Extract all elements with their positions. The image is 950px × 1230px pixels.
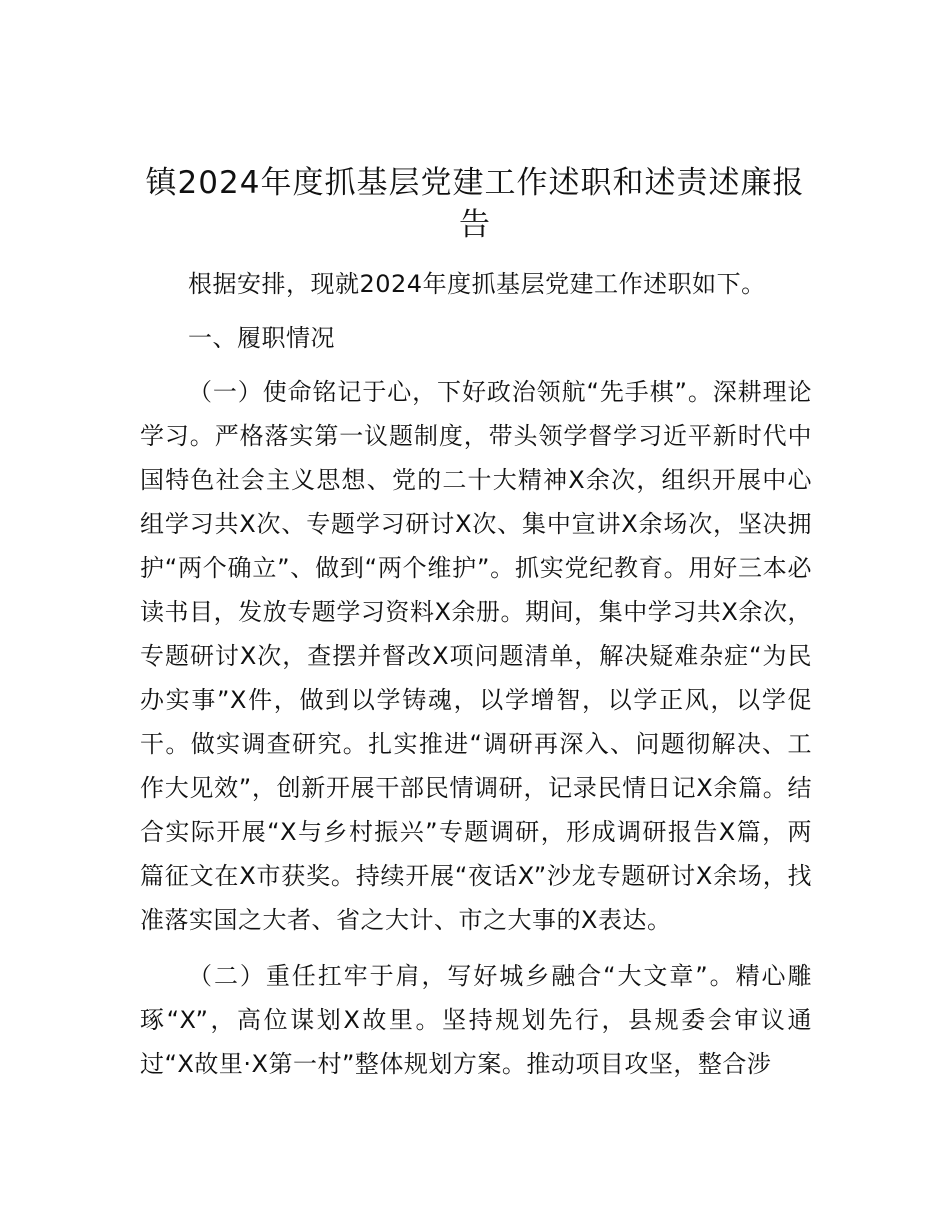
section-heading: 一、履职情况 bbox=[188, 324, 335, 352]
document-title: 镇2024年度抓基层党建工作述职和述责述廉报告 bbox=[145, 165, 805, 243]
intro-paragraph: 根据安排，现就2024年度抓基层党建工作述职如下。 bbox=[188, 270, 766, 298]
paragraph-1: （一）使命铭记于心，下好政治领航“先手棋”。深耕理论学习。严格落实第一议题制度，带头领学督学习近平新时代中国特色社会主义思想、党的二十大精神X余次，组织开展中心组学习共X次、专题学习研讨X次、集中宣讲X余场次，坚决拥护“两个确立”、做到“两个维护”。抓实党纪教育。用好三本必读书目，发放专题学习资料X余册。期间，集中学习共X余次，专题研讨X次，查摆并督改X项问题清单，解决疑难杂症“为民办实事”X件，做到以学铸魂，以学增智，以学正风，以学促干。做实调查研究。扎实推进“调研再深入、问题彻解决、工作大见效”，创新开展干部民情调研，记录民情日记X余篇。结合实际开展“X与乡村振兴”专题调研，形成调研报告X篇，两篇征文在X市获奖。持续开展“夜话X”沙龙专题研讨X余场，找准落实国之大者、省之大计、市之大事的X表达。 bbox=[140, 378, 812, 934]
document-body bbox=[140, 262, 812, 1086]
paragraph-2: （二）重任扛牢于肩，写好城乡融合“大文章”。精心雕琢“X”，高位谋划X故里。坚持规划先行，县规委会审议通过“X故里·X第一村”整体规划方案。推动项目攻坚，整合涉 bbox=[140, 962, 812, 1078]
